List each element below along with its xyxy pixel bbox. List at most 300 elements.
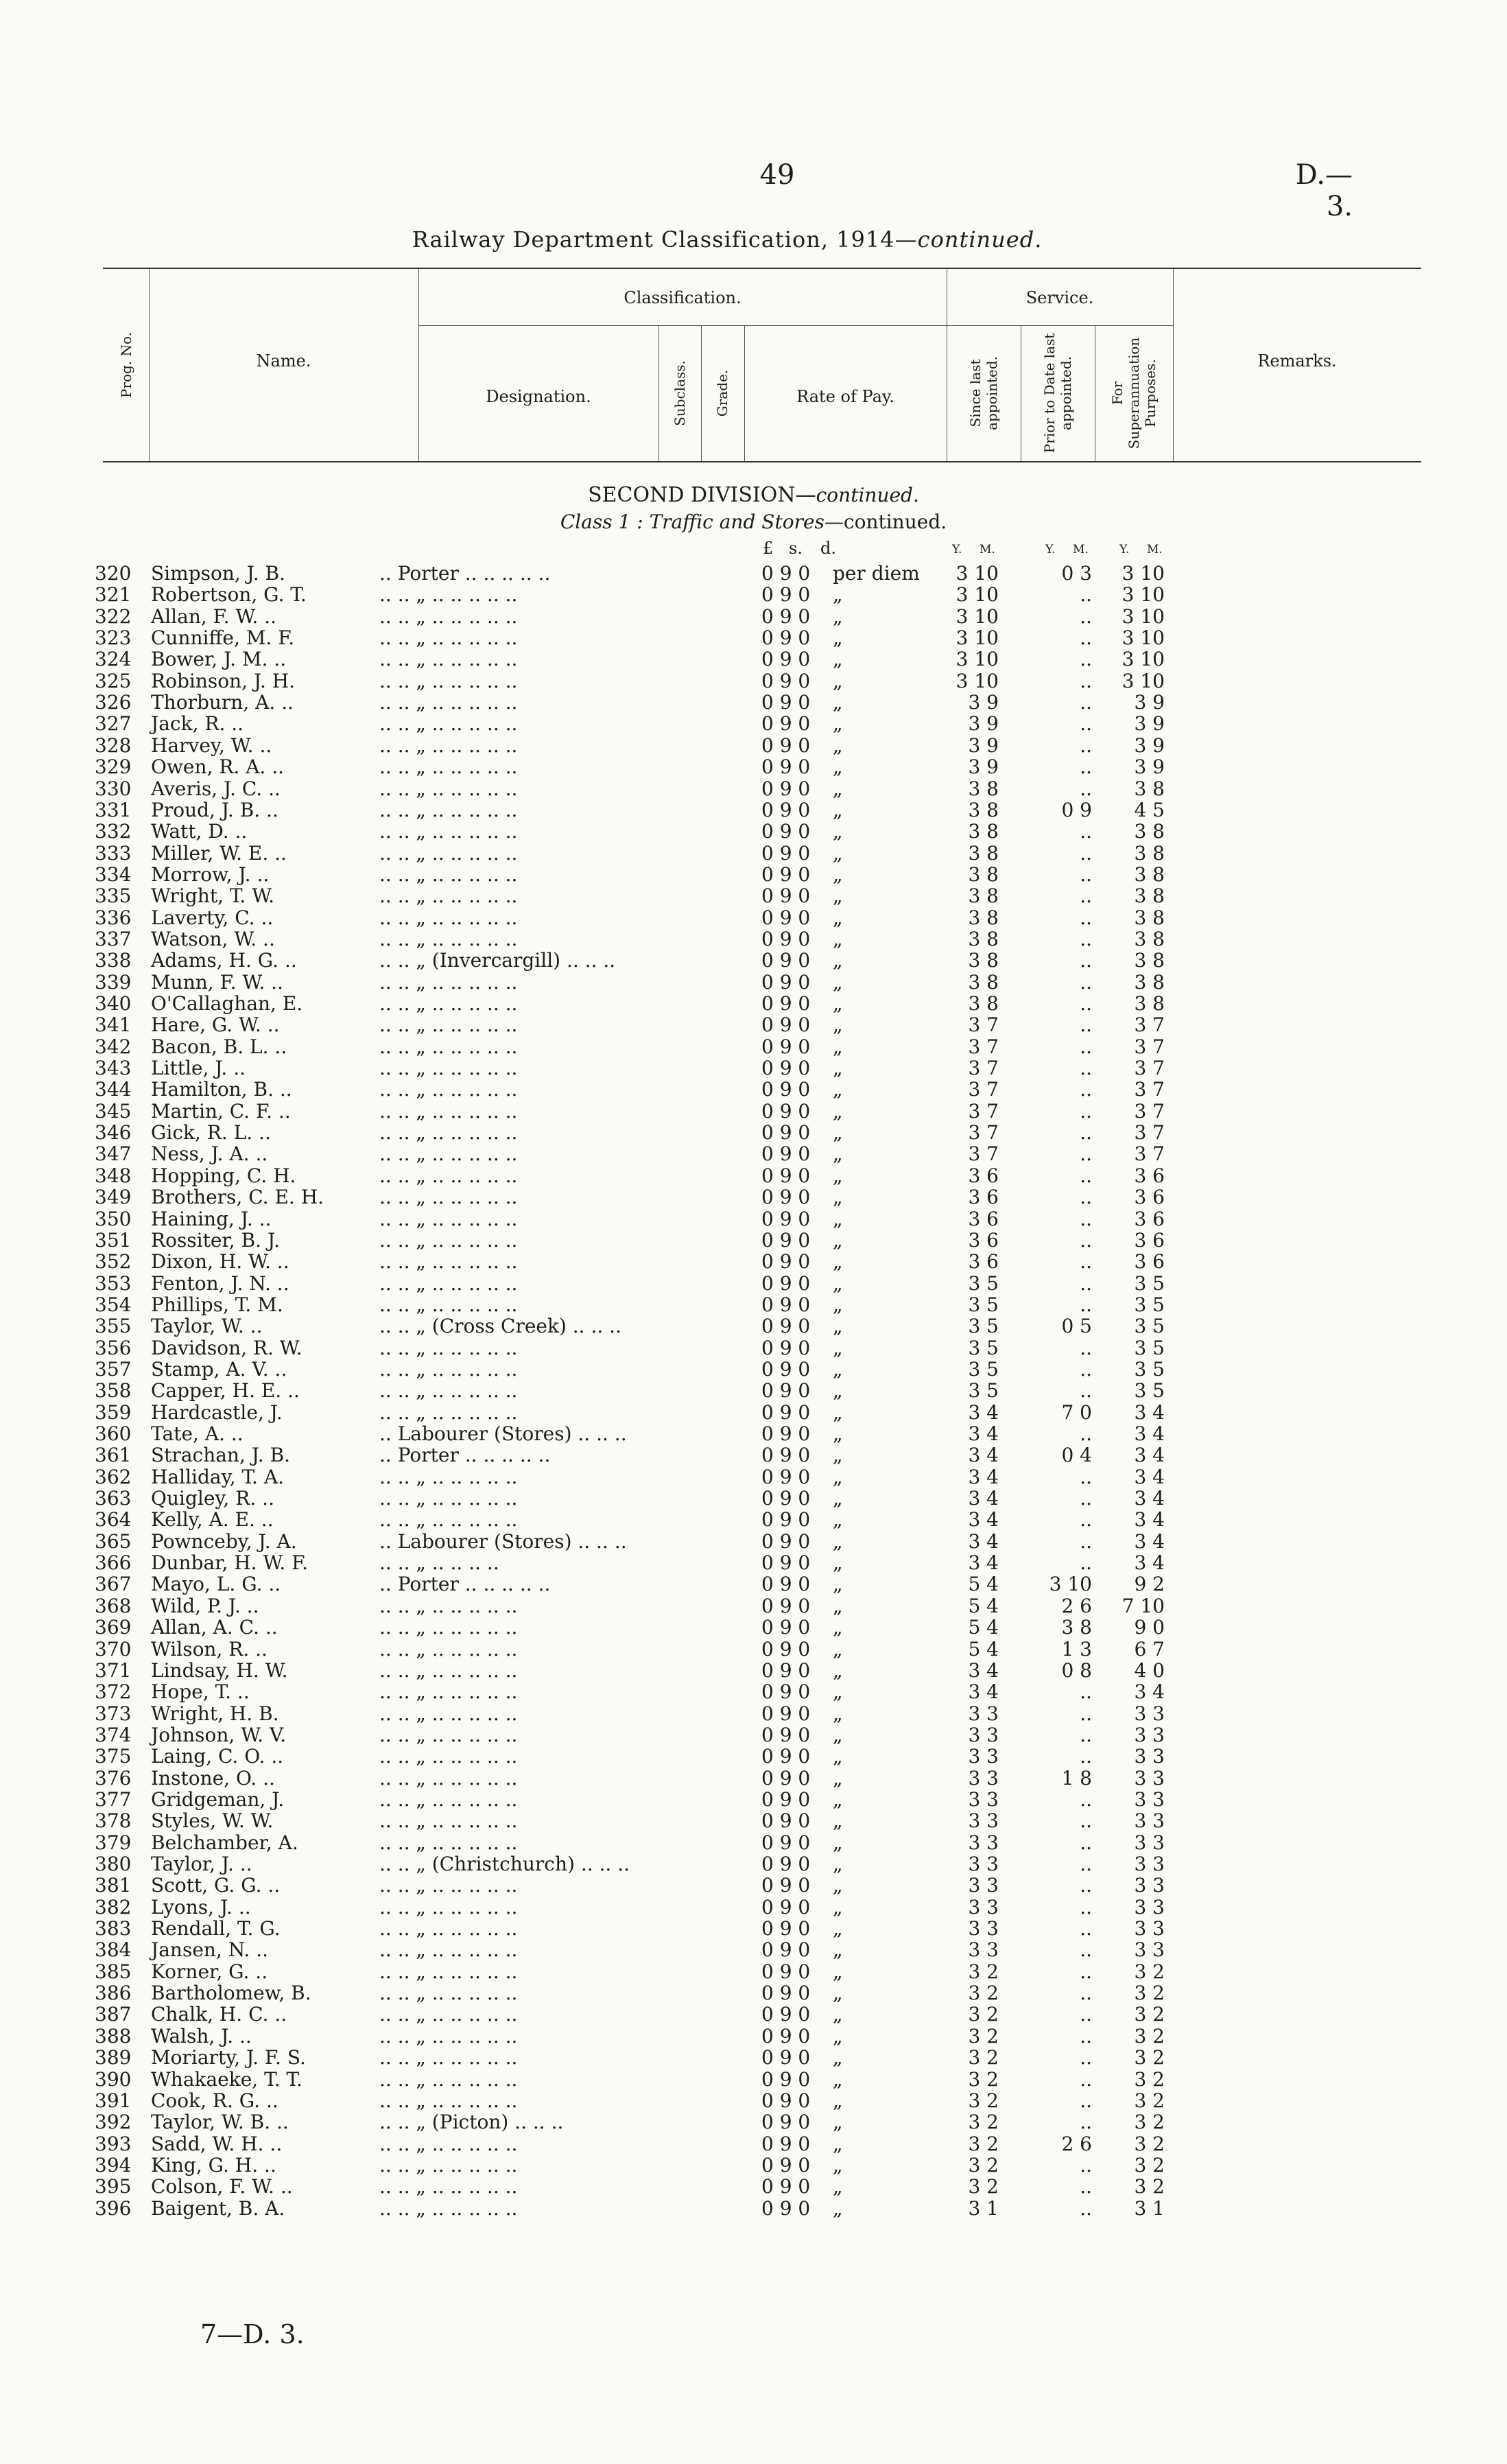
designation: .. Porter .. .. .. .. ..	[379, 562, 551, 585]
table-row	[0, 2026, 1507, 2047]
service-since-last: 3 2	[968, 2132, 999, 2155]
service-prior: ..	[1080, 2175, 1092, 2198]
pay-period: „	[833, 1379, 843, 1403]
service-since-last: 3 3	[968, 1853, 999, 1875]
service-since-last: 3 8	[968, 927, 999, 950]
pay-period: „	[833, 734, 843, 757]
employee-name: Gick, R. L. ..	[151, 1121, 271, 1145]
service-superannuation: 3 6	[1134, 1186, 1165, 1209]
service-since-last: 3 6	[968, 1250, 999, 1274]
service-prior: ..	[1080, 906, 1092, 929]
table-row	[0, 1639, 1507, 1660]
service-prior: ..	[1080, 1702, 1092, 1725]
service-since-last: 5 4	[968, 1637, 999, 1661]
designation: .. .. „ .. .. .. .. ..	[379, 669, 518, 692]
service-since-last: 3 3	[968, 1766, 999, 1790]
designation: .. .. „ .. .. .. .. ..	[379, 1250, 518, 1274]
service-prior: ..	[1080, 1831, 1092, 1854]
row-number: 332	[95, 820, 132, 843]
service-prior: ..	[1080, 2111, 1092, 2134]
pay-period: „	[833, 1938, 843, 1962]
row-number: 331	[95, 798, 132, 821]
service-superannuation: 3 6	[1134, 1228, 1165, 1252]
table-row	[0, 1122, 1507, 1143]
designation: .. Porter .. .. .. .. ..	[379, 1444, 551, 1467]
rate-of-pay: 0 9 0	[761, 1142, 811, 1166]
service-superannuation: 3 2	[1134, 2175, 1165, 2198]
pay-period: „	[833, 1960, 843, 1983]
title-continued: continued.	[917, 226, 1043, 253]
service-superannuation: 3 3	[1134, 1831, 1165, 1854]
pay-period: „	[833, 648, 843, 671]
rate-of-pay: 0 9 0	[761, 1551, 811, 1575]
unit-shillings: s.	[789, 539, 803, 558]
service-since-last: 3 2	[968, 2003, 999, 2026]
designation: .. .. „ .. .. .. .. ..	[379, 755, 518, 779]
rate-of-pay: 0 9 0	[761, 1637, 811, 1661]
service-superannuation: 3 7	[1134, 1013, 1165, 1037]
designation: .. .. „ .. .. .. .. ..	[379, 798, 518, 821]
service-since-last: 3 2	[968, 2111, 999, 2134]
service-superannuation: 3 3	[1134, 1938, 1165, 1962]
row-number: 366	[95, 1551, 132, 1575]
table-row	[0, 843, 1507, 864]
table-row	[0, 864, 1507, 885]
rate-of-pay: 0 9 0	[761, 1315, 811, 1338]
pay-period: „	[833, 949, 843, 972]
service-prior: ..	[1080, 1078, 1092, 1101]
row-number: 320	[95, 562, 132, 585]
employee-name: Laverty, C. ..	[151, 906, 274, 929]
service-since-last: 3 3	[968, 1938, 999, 1962]
rate-of-pay: 0 9 0	[761, 1616, 811, 1639]
rate-of-pay: 0 9 0	[761, 1336, 811, 1359]
designation: .. .. „ .. .. .. .. ..	[379, 583, 518, 607]
row-number: 370	[95, 1637, 132, 1661]
service-superannuation: 3 3	[1134, 1766, 1165, 1790]
rate-of-pay: 0 9 0	[761, 1745, 811, 1768]
employee-name: Johnson, W. V.	[151, 1723, 287, 1746]
row-number: 380	[95, 1853, 132, 1875]
table-row	[0, 670, 1507, 692]
rate-of-pay: 0 9 0	[761, 1465, 811, 1488]
service-since-last: 3 8	[968, 863, 999, 886]
table-row	[0, 1466, 1507, 1488]
rate-of-pay: 0 9 0	[761, 1379, 811, 1403]
designation: .. .. „ .. .. .. .. ..	[379, 1809, 518, 1833]
service-prior: ..	[1080, 2003, 1092, 2026]
page-title	[192, 226, 1262, 253]
pay-period: „	[833, 1594, 843, 1617]
designation: .. .. „ .. .. .. .. ..	[379, 1982, 518, 2005]
employee-name: Little, J. ..	[151, 1057, 246, 1080]
designation: .. .. „ .. .. .. .. ..	[379, 1787, 518, 1811]
service-superannuation: 3 4	[1134, 1422, 1165, 1445]
table-row	[0, 1251, 1507, 1272]
pay-period: „	[833, 841, 843, 865]
service-superannuation: 3 10	[1122, 626, 1165, 650]
table-row	[0, 1617, 1507, 1638]
rate-of-pay: 0 9 0	[761, 1121, 811, 1145]
designation: .. .. „ .. .. .. .. ..	[379, 1702, 518, 1725]
employee-name: Cunniffe, M. F.	[151, 626, 295, 650]
rate-of-pay: 0 9 0	[761, 2175, 811, 2198]
row-number: 376	[95, 1766, 132, 1790]
rate-of-pay: 0 9 0	[761, 2196, 811, 2220]
service-since-last: 3 7	[968, 1057, 999, 1080]
service-prior: ..	[1080, 626, 1092, 650]
table-row	[0, 1810, 1507, 1831]
rate-of-pay: 0 9 0	[761, 1831, 811, 1854]
service-prior: ..	[1080, 1874, 1092, 1897]
service-superannuation: 3 3	[1134, 1853, 1165, 1875]
designation: .. .. „ .. .. .. .. ..	[379, 777, 518, 800]
rate-of-pay: 0 9 0	[761, 2153, 811, 2176]
service-superannuation: 3 3	[1134, 1702, 1165, 1725]
pay-period: „	[833, 691, 843, 714]
service-since-last: 3 4	[968, 1422, 999, 1445]
pay-period: „	[833, 1142, 843, 1166]
service-superannuation: 4 5	[1134, 798, 1165, 821]
service-since-last: 3 9	[968, 734, 999, 757]
table-row	[0, 928, 1507, 950]
pay-period: „	[833, 1400, 843, 1424]
service-since-last: 3 9	[968, 691, 999, 714]
service-superannuation: 3 7	[1134, 1035, 1165, 1058]
designation: .. .. „ (Christchurch) .. .. ..	[379, 1853, 630, 1875]
header-classification: Classification.	[624, 288, 741, 307]
employee-name: Bacon, B. L. ..	[151, 1035, 287, 1058]
service-superannuation: 3 3	[1134, 1787, 1165, 1811]
pay-period: „	[833, 2003, 843, 2026]
service-prior: ..	[1080, 669, 1092, 692]
designation: .. .. „ .. .. .. .. ..	[379, 1013, 518, 1037]
designation: .. .. „ .. .. .. .. ..	[379, 712, 518, 736]
pay-period: „	[833, 1787, 843, 1811]
row-number: 373	[95, 1702, 132, 1725]
table-row	[0, 2133, 1507, 2155]
designation: .. .. „ .. .. .. .. ..	[379, 1895, 518, 1919]
employee-name: Chalk, H. C. ..	[151, 2003, 287, 2026]
service-prior: ..	[1080, 1895, 1092, 1919]
designation: .. .. „ .. .. .. .. ..	[379, 1035, 518, 1058]
service-since-last: 3 10	[956, 669, 999, 692]
employee-name: Watson, W. ..	[151, 927, 275, 950]
service-since-last: 3 7	[968, 1013, 999, 1037]
table-row	[0, 950, 1507, 971]
service-superannuation: 3 10	[1122, 648, 1165, 671]
service-prior: ..	[1080, 691, 1092, 714]
table-row	[0, 1552, 1507, 1573]
service-since-last: 3 4	[968, 1444, 999, 1467]
service-prior: 2 6	[1061, 1594, 1092, 1617]
pay-period: „	[833, 2067, 843, 2091]
class-name: Traffic and Stores	[649, 511, 824, 533]
employee-name: Moriarty, J. F. S.	[151, 2046, 306, 2069]
employee-name: Rossiter, B. J.	[151, 1228, 280, 1252]
service-prior: ..	[1080, 863, 1092, 886]
employee-name: Owen, R. A. ..	[151, 755, 285, 779]
rate-of-pay: 0 9 0	[761, 1078, 811, 1101]
pay-period: „	[833, 1917, 843, 1940]
service-superannuation: 3 8	[1134, 777, 1165, 800]
designation: .. .. „ .. .. .. .. ..	[379, 1594, 518, 1617]
service-prior: ..	[1080, 1142, 1092, 1166]
service-since-last: 3 5	[968, 1379, 999, 1403]
rate-of-pay: 0 9 0	[761, 970, 811, 994]
rule	[701, 325, 702, 461]
rate-of-pay: 0 9 0	[761, 1702, 811, 1725]
row-number: 325	[95, 669, 132, 692]
service-superannuation: 3 4	[1134, 1529, 1165, 1553]
row-number: 324	[95, 648, 132, 671]
rate-of-pay: 0 9 0	[761, 1207, 811, 1230]
rate-of-pay: 0 9 0	[761, 669, 811, 692]
employee-name: Harvey, W. ..	[151, 734, 272, 757]
row-number: 347	[95, 1142, 132, 1166]
employee-name: Capper, H. E. ..	[151, 1379, 300, 1403]
pay-period: „	[833, 626, 843, 650]
unit-month: M.	[980, 543, 995, 556]
row-number: 321	[95, 583, 132, 607]
row-number: 395	[95, 2175, 132, 2198]
rate-of-pay: 0 9 0	[761, 1422, 811, 1445]
pay-period: „	[833, 2024, 843, 2048]
rate-of-pay: 0 9 0	[761, 1982, 811, 2005]
service-since-last: 3 4	[968, 1487, 999, 1510]
designation: .. .. „ .. .. .. .. ..	[379, 841, 518, 865]
table-row	[0, 1768, 1507, 1789]
service-superannuation: 3 7	[1134, 1078, 1165, 1101]
table-row	[0, 1939, 1507, 1960]
employee-name: Halliday, T. A.	[151, 1465, 284, 1488]
pay-period: „	[833, 2111, 843, 2134]
service-superannuation: 3 4	[1134, 1487, 1165, 1510]
employee-name: Cook, R. G. ..	[151, 2089, 278, 2112]
employee-name: Taylor, W. B. ..	[151, 2111, 289, 2134]
row-number: 328	[95, 734, 132, 757]
row-number: 356	[95, 1336, 132, 1359]
service-since-last: 3 8	[968, 949, 999, 972]
service-prior: ..	[1080, 1357, 1092, 1381]
service-prior: ..	[1080, 1508, 1092, 1532]
table-row	[0, 1897, 1507, 1918]
row-number: 336	[95, 906, 132, 929]
service-superannuation: 6 7	[1134, 1637, 1165, 1661]
service-since-last: 3 3	[968, 1787, 999, 1811]
designation: .. .. „ .. .. .. .. ..	[379, 1745, 518, 1768]
pay-period: „	[833, 2196, 843, 2220]
service-prior: ..	[1080, 927, 1092, 950]
pay-period: „	[833, 669, 843, 692]
designation: .. .. „ (Cross Creek) .. .. ..	[379, 1315, 621, 1338]
rate-of-pay: 0 9 0	[761, 1035, 811, 1058]
service-prior: ..	[1080, 1293, 1092, 1316]
employee-name: Walsh, J. ..	[151, 2024, 252, 2048]
employee-name: Colson, F. W. ..	[151, 2175, 293, 2198]
pay-period: „	[833, 1099, 843, 1123]
row-number: 382	[95, 1895, 132, 1919]
employee-name: Kelly, A. E. ..	[151, 1508, 274, 1532]
table-row	[0, 1230, 1507, 1251]
employee-name: Bartholomew, B.	[151, 1982, 311, 2005]
service-prior: ..	[1080, 648, 1092, 671]
row-number: 334	[95, 863, 132, 886]
employee-name: Allan, A. C. ..	[151, 1616, 278, 1639]
service-since-last: 3 8	[968, 906, 999, 929]
row-number: 355	[95, 1315, 132, 1338]
pay-period: „	[833, 1078, 843, 1101]
designation: .. .. „ .. .. .. .. ..	[379, 1658, 518, 1682]
designation: .. .. „ .. .. .. .. ..	[379, 1164, 518, 1187]
table-row	[0, 2176, 1507, 2197]
service-since-last: 3 8	[968, 841, 999, 865]
table-row	[0, 2155, 1507, 2176]
service-prior: ..	[1080, 1960, 1092, 1983]
rate-of-pay: 0 9 0	[761, 1853, 811, 1875]
employee-name: Hardcastle, J.	[151, 1400, 283, 1424]
pay-period: „	[833, 2089, 843, 2112]
service-prior: ..	[1080, 583, 1092, 607]
rate-of-pay: 0 9 0	[761, 1250, 811, 1274]
employee-name: Robinson, J. H.	[151, 669, 296, 692]
unit-year: Y.	[1119, 543, 1130, 556]
pay-period: „	[833, 1465, 843, 1488]
row-number: 338	[95, 949, 132, 972]
service-superannuation: 3 3	[1134, 1809, 1165, 1833]
employee-name: Taylor, J. ..	[151, 1853, 252, 1875]
table-row	[0, 1143, 1507, 1164]
service-prior: ..	[1080, 1336, 1092, 1359]
row-number: 391	[95, 2089, 132, 2112]
row-number: 342	[95, 1035, 132, 1058]
rate-of-pay: 0 9 0	[761, 1573, 811, 1596]
service-since-last: 3 7	[968, 1099, 999, 1123]
service-prior: ..	[1080, 992, 1092, 1015]
designation: .. .. „ .. .. .. .. ..	[379, 1142, 518, 1166]
service-prior: ..	[1080, 1680, 1092, 1704]
service-prior: ..	[1080, 734, 1092, 757]
service-superannuation: 3 3	[1134, 1917, 1165, 1940]
service-prior: 0 9	[1061, 798, 1092, 821]
division-title: SECOND DIVISION—	[588, 483, 816, 507]
class-continued: —continued.	[824, 511, 947, 533]
service-superannuation: 3 4	[1134, 1680, 1165, 1704]
rate-of-pay: 0 9 0	[761, 841, 811, 865]
pay-period: „	[833, 1551, 843, 1575]
row-number: 384	[95, 1938, 132, 1962]
rate-of-pay: 0 9 0	[761, 2046, 811, 2069]
service-prior: ..	[1080, 1465, 1092, 1488]
table-row	[0, 692, 1507, 713]
rate-of-pay: 0 9 0	[761, 1057, 811, 1080]
service-since-last: 3 6	[968, 1228, 999, 1252]
service-since-last: 3 10	[956, 605, 999, 628]
row-number: 327	[95, 712, 132, 736]
service-prior: 2 6	[1061, 2132, 1092, 2155]
service-since-last: 3 8	[968, 970, 999, 994]
service-since-last: 3 4	[968, 1465, 999, 1488]
class-label: Class 1 :	[560, 511, 650, 533]
table-row	[0, 1079, 1507, 1100]
rate-of-pay: 0 9 0	[761, 626, 811, 650]
rate-of-pay: 0 9 0	[761, 2024, 811, 2048]
unit-month: M.	[1147, 543, 1163, 556]
row-number: 344	[95, 1078, 132, 1101]
service-since-last: 3 5	[968, 1271, 999, 1295]
designation: .. .. „ .. .. .. .. ..	[379, 1121, 518, 1145]
table-row	[0, 2111, 1507, 2133]
table-row	[0, 2069, 1507, 2090]
service-prior: 0 5	[1061, 1315, 1092, 1338]
designation: .. .. „ .. .. .. .. ..	[379, 1336, 518, 1359]
rate-of-pay: 0 9 0	[761, 1723, 811, 1746]
employee-name: Adams, H. G. ..	[151, 949, 297, 972]
employee-name: Lindsay, H. W.	[151, 1658, 288, 1682]
table-row	[0, 1875, 1507, 1896]
header-prior-to-date: Prior to Date last appointed.	[1041, 333, 1074, 454]
table-row	[0, 1982, 1507, 2004]
rate-of-pay: 0 9 0	[761, 1874, 811, 1897]
employee-name: Jack, R. ..	[151, 712, 244, 736]
service-superannuation: 3 6	[1134, 1207, 1165, 1230]
rate-of-pay: 0 9 0	[761, 1186, 811, 1209]
employee-name: Robertson, G. T.	[151, 583, 307, 607]
service-prior: ..	[1080, 884, 1092, 908]
row-number: 361	[95, 1444, 132, 1467]
service-since-last: 3 7	[968, 1078, 999, 1101]
service-superannuation: 3 8	[1134, 927, 1165, 950]
service-prior: ..	[1080, 2046, 1092, 2069]
service-since-last: 3 8	[968, 798, 999, 821]
service-since-last: 3 2	[968, 1960, 999, 1983]
row-number: 381	[95, 1874, 132, 1897]
employee-name: Munn, F. W. ..	[151, 970, 283, 994]
rate-of-pay: 0 9 0	[761, 992, 811, 1015]
employee-name: Haining, J. ..	[151, 1207, 272, 1230]
service-prior: ..	[1080, 1853, 1092, 1875]
service-since-last: 3 3	[968, 1917, 999, 1940]
designation: .. .. „ .. .. .. .. ..	[379, 2067, 518, 2091]
table-row	[0, 1315, 1507, 1337]
employee-name: Hamilton, B. ..	[151, 1078, 292, 1101]
service-superannuation: 9 0	[1134, 1616, 1165, 1639]
row-number: 385	[95, 1960, 132, 1983]
designation: .. .. „ .. .. .. .. ..	[379, 626, 518, 650]
unit-labels	[0, 539, 1507, 562]
service-superannuation: 3 6	[1134, 1164, 1165, 1187]
pay-period: „	[833, 1853, 843, 1875]
service-superannuation: 4 0	[1134, 1658, 1165, 1682]
designation: .. .. „ .. .. .. .. ..	[379, 1723, 518, 1746]
pay-period: „	[833, 1186, 843, 1209]
designation: .. .. „ .. .. .. .. ..	[379, 605, 518, 628]
designation: .. .. „ .. .. .. .. ..	[379, 1186, 518, 1209]
header-service: Service.	[1025, 288, 1094, 307]
service-superannuation: 3 2	[1134, 2089, 1165, 2112]
table-header	[103, 268, 1421, 462]
service-prior: ..	[1080, 1013, 1092, 1037]
pay-period: „	[833, 1207, 843, 1230]
designation: .. .. „ .. .. .. .. ..	[379, 1508, 518, 1532]
employee-name: Davidson, R. W.	[151, 1336, 302, 1359]
service-superannuation: 3 5	[1134, 1379, 1165, 1403]
service-prior: ..	[1080, 1529, 1092, 1553]
service-since-last: 3 3	[968, 1831, 999, 1854]
employee-name: Watt, D. ..	[151, 820, 248, 843]
service-superannuation: 3 10	[1122, 605, 1165, 628]
header-rate-of-pay: Rate of Pay.	[796, 387, 894, 406]
